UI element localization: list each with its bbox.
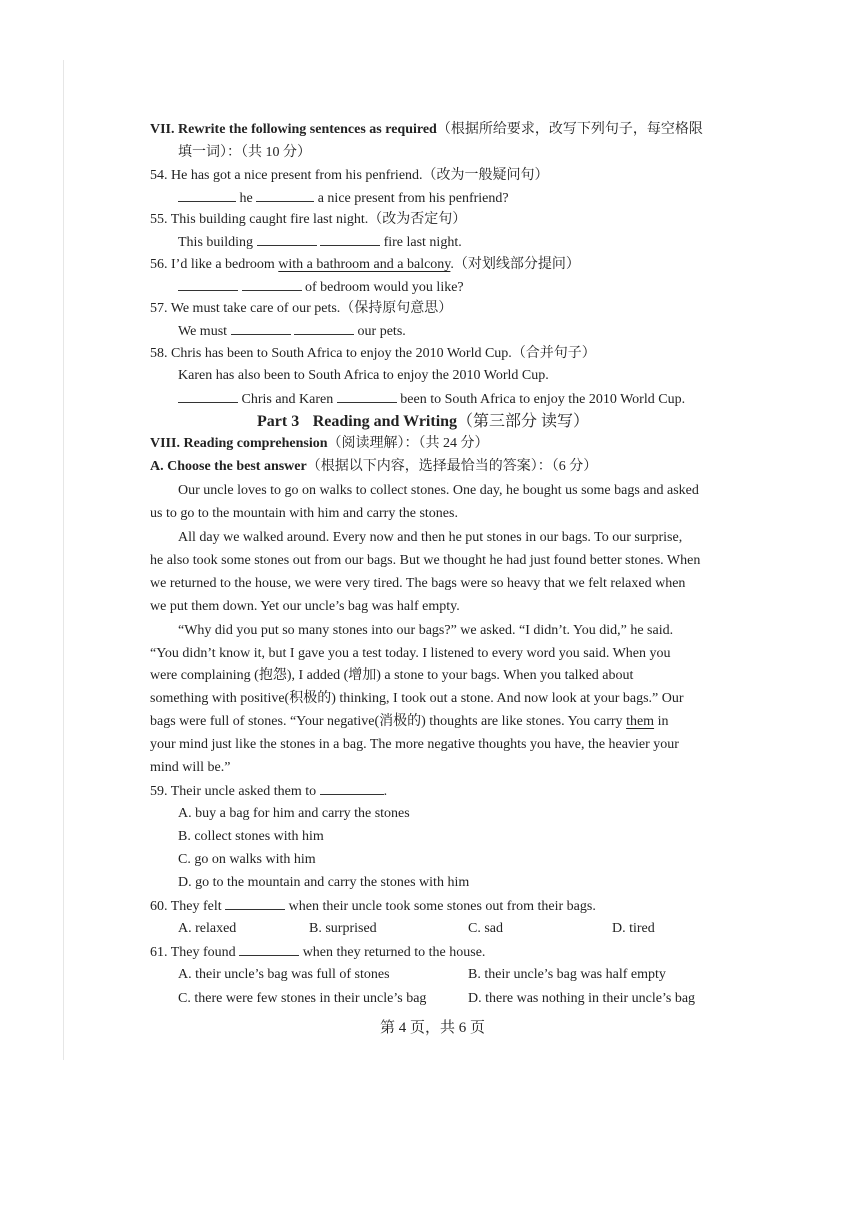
question-55-note: （改为否定句） <box>368 212 467 227</box>
question-61-stem: 61. They found <box>150 945 236 960</box>
option-59-c[interactable]: C. go on walks with him <box>178 852 316 867</box>
part-3-label: Part 3 <box>257 413 300 430</box>
option-59-a[interactable]: A. buy a bag for him and carry the stones <box>178 806 410 821</box>
question-55-stem: 55. This building caught fire last night. <box>150 212 369 227</box>
passage-line: Our uncle loves to go on walks to collect stones. One day, he bought us some bags and asked <box>178 483 699 498</box>
question-60 <box>150 897 596 916</box>
question-56-answer-line <box>178 278 464 297</box>
answer-blank[interactable] <box>320 233 380 246</box>
question-57-answer-line <box>178 322 406 341</box>
question-58-line-2: Karen has also been to South Africa to enjoy the 2010 World Cup. <box>178 368 549 383</box>
question-54-answer-line <box>178 189 509 208</box>
option-59-d[interactable]: D. go to the mountain and carry the stones with him <box>178 875 470 890</box>
question-58 <box>150 345 596 363</box>
passage-line: he also took some stones out from our bags. But we thought he had just found better stones. When <box>150 553 701 568</box>
page-number-footer: 第 4 页，共 6 页 <box>380 1020 486 1036</box>
option-60-a[interactable]: A. relaxed <box>178 921 237 936</box>
question-58-note: （合并句子） <box>511 346 596 361</box>
answer-blank[interactable] <box>242 278 302 291</box>
passage-line: “Why did you put so many stones into our bags?” we asked. “I didn’t. You did,” he said. <box>178 623 674 638</box>
answer-blank[interactable] <box>239 943 299 956</box>
question-57 <box>150 300 452 318</box>
answer-blank[interactable] <box>256 189 314 202</box>
passage-line: we returned to the house, we were very tired. The bags were so heavy that we felt relaxed when <box>150 576 686 591</box>
passage-underlined-word: them <box>626 714 655 729</box>
question-55-start: This building <box>178 235 254 250</box>
passage-line: something with positive(积极的) thinking, I took out a stone. And now look at your bags.” Our <box>150 691 684 706</box>
question-55-end: fire last night. <box>383 235 462 250</box>
passage-line: mind will be.” <box>150 760 231 775</box>
question-57-note: （保持原句意思） <box>340 301 453 316</box>
question-54-end: a nice present from his penfriend? <box>317 191 509 206</box>
question-57-stem: 57. We must take care of our pets. <box>150 301 341 316</box>
answer-blank[interactable] <box>320 782 384 795</box>
answer-blank[interactable] <box>337 390 397 403</box>
section-7-instruction: （根据所给要求，改写下列句子，每空格限 <box>436 122 703 137</box>
question-54-mid: he <box>239 191 253 206</box>
passage-line: your mind just like the stones in a bag. The more negative thoughts you have, the heavier your <box>150 737 679 752</box>
question-59-end: . <box>383 784 388 799</box>
question-58-end: been to South Africa to enjoy the 2010 World Cup. <box>400 392 686 407</box>
question-58-stem: 58. Chris has been to South Africa to enjoy the 2010 World Cup. <box>150 346 512 361</box>
section-7-heading <box>150 121 703 139</box>
answer-blank[interactable] <box>231 322 291 335</box>
answer-blank[interactable] <box>225 897 285 910</box>
question-56 <box>150 256 580 274</box>
page-margin-line <box>63 60 64 1060</box>
question-56-end: of bedroom would you like? <box>305 280 464 295</box>
section-8-heading <box>150 435 489 453</box>
option-60-d[interactable]: D. tired <box>612 921 655 936</box>
question-59 <box>150 782 387 801</box>
passage-line <box>150 713 668 731</box>
answer-blank[interactable] <box>178 390 238 403</box>
part-3-heading <box>257 412 589 433</box>
question-60-stem: 60. They felt <box>150 899 222 914</box>
option-61-d[interactable]: D. there was nothing in their uncle’s bag <box>468 991 696 1006</box>
answer-blank[interactable] <box>178 189 236 202</box>
question-58-mid: Chris and Karen <box>241 392 334 407</box>
passage-text: in <box>657 714 669 729</box>
section-8-title: VIII. Reading comprehension <box>150 436 328 451</box>
passage-text: bags were full of stones. “Your negative(消极的) thoughts are like stones. You carry <box>150 714 623 729</box>
question-61 <box>150 943 485 962</box>
question-59-stem: 59. Their uncle asked them to <box>150 784 317 799</box>
section-8-note: （阅读理解）：（共 24 分） <box>327 436 489 451</box>
section-7-title: VII. Rewrite the following sentences as required <box>150 122 437 137</box>
answer-blank[interactable] <box>294 322 354 335</box>
question-54 <box>150 167 549 185</box>
part-3-cn: （第三部分 读写） <box>457 413 590 430</box>
question-57-start: We must <box>178 324 228 339</box>
passage-line: us to go to the mountain with him and carry the stones. <box>150 506 458 521</box>
section-a-note: （根据以下内容，选择最恰当的答案）：（6 分） <box>306 459 598 474</box>
question-61-end: when they returned to the house. <box>302 945 486 960</box>
answer-blank[interactable] <box>178 278 238 291</box>
question-56-post: . <box>450 257 454 272</box>
section-a-title: A. Choose the best answer <box>150 459 307 474</box>
answer-blank[interactable] <box>257 233 317 246</box>
question-55 <box>150 211 466 229</box>
part-3-title: Reading and Writing <box>312 413 458 430</box>
question-60-end: when their uncle took some stones out from their bags. <box>288 899 596 914</box>
passage-line: All day we walked around. Every now and then he put stones in our bags. To our surprise, <box>178 530 683 545</box>
question-57-end: our pets. <box>357 324 406 339</box>
question-56-note: （对划线部分提问） <box>453 257 580 272</box>
option-61-c[interactable]: C. there were few stones in their uncle’s bag <box>178 991 427 1006</box>
option-61-b[interactable]: B. their uncle’s bag was half empty <box>468 967 666 982</box>
question-56-pre: 56. I’d like a bedroom <box>150 257 275 272</box>
section-7-instruction-cont: 填一词）：（共 10 分） <box>178 145 311 160</box>
question-56-underlined: with a bathroom and a balcony <box>278 257 451 272</box>
question-58-answer-line <box>178 390 685 409</box>
question-54-stem: 54. He has got a nice present from his penfriend. <box>150 168 423 183</box>
option-61-a[interactable]: A. their uncle’s bag was full of stones <box>178 967 390 982</box>
passage-line: were complaining (抱怨), I added (增加) a stone to your bags. When you talked about <box>150 668 634 683</box>
option-60-b[interactable]: B. surprised <box>309 921 377 936</box>
question-54-note: （改为一般疑问句） <box>422 168 549 183</box>
section-a-heading <box>150 458 597 476</box>
question-55-answer-line <box>178 233 462 252</box>
passage-line: “You didn’t know it, but I gave you a test today. I listened to every word you said. When you <box>150 646 671 661</box>
passage-line: we put them down. Yet our uncle’s bag was half empty. <box>150 599 460 614</box>
option-59-b[interactable]: B. collect stones with him <box>178 829 324 844</box>
option-60-c[interactable]: C. sad <box>468 921 503 936</box>
